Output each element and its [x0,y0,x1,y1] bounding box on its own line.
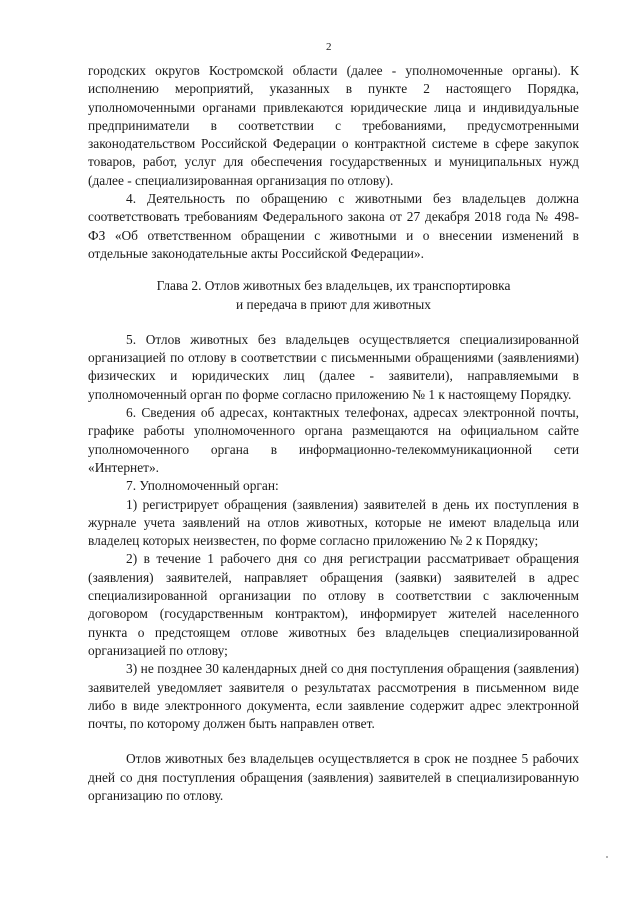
chapter-heading-line-1: Глава 2. Отлов животных без владельцев, их транспортировка [156,278,511,294]
paragraph-7: 7. Уполномоченный орган: [126,478,279,494]
paragraph-4: 4. Деятельность по обращению с животными без владельцев должна соответствовать требованиям Федерального закона от 27 декабря 2018 года № 498-ФЗ «Об ответственном обращении с животными и о внесении изменений в отдельные законодательные акты Российской Федерации». [88,191,579,261]
paragraph-7-item-1: 1) регистрирует обращения (заявления) заявителей в день их поступления в журнале учета заявлений на отлов животных, которые не имеют владельца или владелец которых неизвестен, по форме согласно приложению № 2 к Порядку; [88,496,579,549]
paragraph-spacer [88,733,579,750]
paragraph-7-item-2: 2) в течение 1 рабочего дня со дня регистрации рассматривает обращения (заявления) заявителей, направляет обращения (заявки) заявителей в адрес специализированной организации по отлову в соответствии с заключенным договором (государственным контрактом), информирует жителей населенного пункта о предстоящем отлове животных без владельцев специализированной организацией по отлову; [88,551,579,658]
chapter-heading-line-2: и передача в приют для животных [236,296,431,312]
document-body [88,62,579,805]
document-page [88,0,579,904]
paragraph-7-item-3: 3) не позднее 30 календарных дней со дня поступления обращения (заявления) заявителей уведомляет заявителя о результатах рассмотрения в письменном виде либо в виде электронного документа, если заявление содержит адрес электронной почты, по которому должен быть направлен ответ. [88,661,579,732]
paragraph-6: 6. Сведения об адресах, контактных телефонах, адресах электронной почты, графике работы уполномоченного органа размещаются на официальном сайте уполномоченного органа в информационно-телекоммуникационной сети «Интернет». [88,405,579,475]
paragraph-final: Отлов животных без владельцев осуществляется в срок не позднее 5 рабочих дней со дня поступления обращения (заявления) заявителей в специализированную организацию по отлову. [88,751,579,803]
page-number: 2 [326,41,332,53]
scan-speck [606,856,608,858]
paragraph-continuation: городских округов Костромской области (далее - уполномоченные органы). К исполнению мероприятий, указанных в пункте 2 настоящего Порядка, уполномоченными органами привлекаются юридические лица и индивидуальные предприниматели в соответствии с требованиями, предусмотренными законодательством Российской Федерации о контрактной системе в сфере закупок товаров, работ, услуг для обеспечения государственных и муниципальных нужд (далее - специализированная организация по отлову). [88,63,579,188]
chapter-heading [88,277,579,314]
paragraph-5: 5. Отлов животных без владельцев осуществляется специализированной организацией по отлову в соответствии с письменными обращениями (заявлениями) физических и юридических лиц (далее - заявители), направляемыми в уполномоченный орган по форме согласно приложению № 1 к настоящему Порядку. [88,331,579,402]
